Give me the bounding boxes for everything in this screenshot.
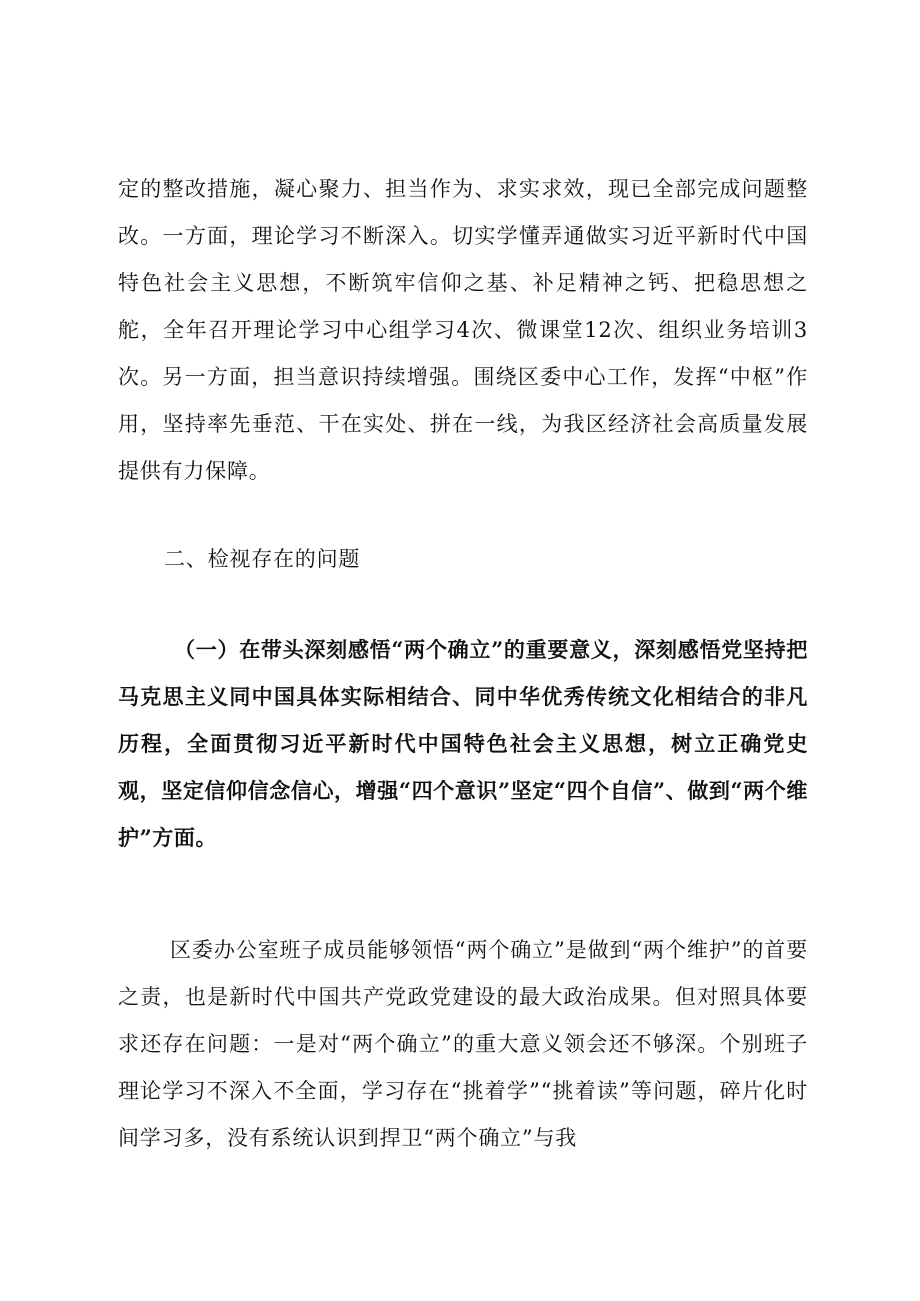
body-paragraph: 区委办公室班子成员能够领悟“两个确立”是做到“两个维护”的首要之责，也是新时代中国共产党政党建设的最大政治成果。但对照具体要求还存在问题：一是对“两个确立”的重大意义领会还不够深。个别班子理论学习不深入不全面，学习存在“挑着学”“挑着读”等问题，碎片化时间学习多，没有系统认识到捍卫“两个确立”与我 [118, 938, 808, 1150]
subsection-heading: （一）在带头深刻感悟“两个确立”的重要意义，深刻感悟党坚持把马克思主义同中国具体实际相结合、同中华优秀传统文化相结合的非凡历程，全面贯彻习近平新时代中国特色社会主义思想，树立正确党史观，坚定信仰信念信心，增强“四个意识”坚定“四个自信”、做到“两个维护”方面。 [118, 637, 808, 850]
intro-paragraph: 定的整改措施，凝心聚力、担当作为、求实求效，现已全部完成问题整改。一方面，理论学习不断深入。切实学懂弄通做实习近平新时代中国特色社会主义思想，不断筑牢信仰之基、补足精神之钙、把稳思想之舵，全年召开理论学习中心组学习4次、微课堂12次、组织业务培训3次。另一方面，担当意识持续增强。围绕区委中心工作，发挥“中枢”作用，坚持率先垂范、干在实处、拼在一线，为我区经济社会高质量发展提供有力保障。 [118, 177, 808, 483]
section-heading: 二、检视存在的问题 [164, 547, 361, 571]
